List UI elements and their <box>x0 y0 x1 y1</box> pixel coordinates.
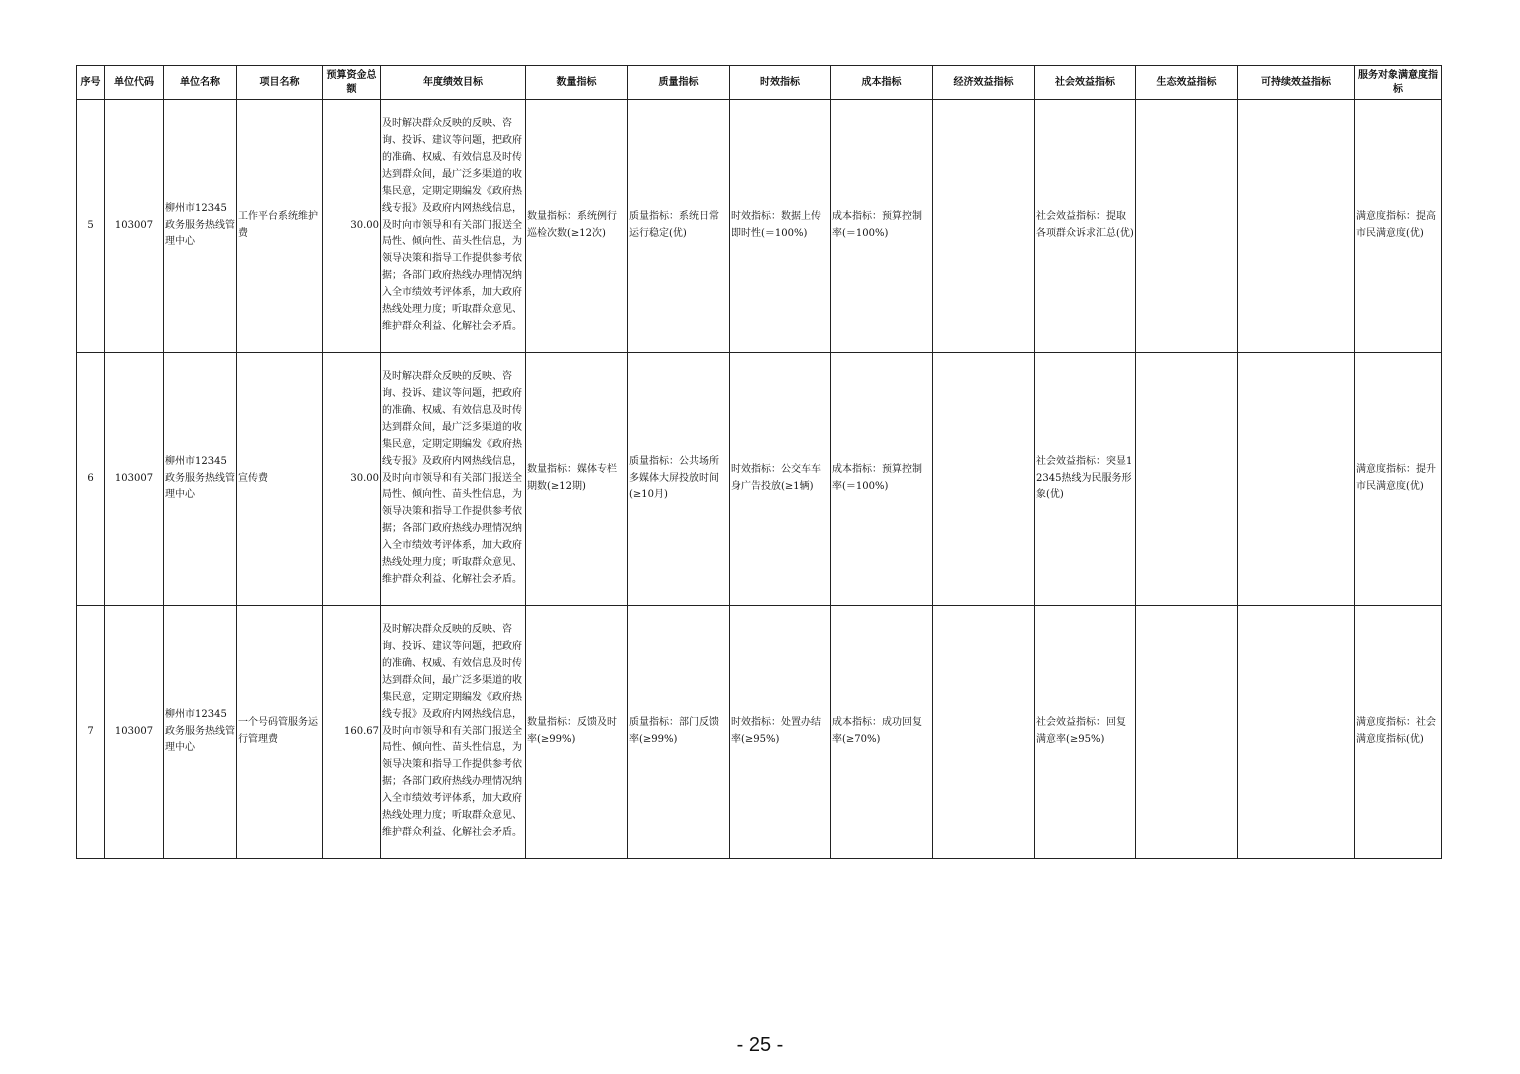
col-header-ecological: 生态效益指标 <box>1136 66 1238 100</box>
col-header-cost: 成本指标 <box>831 66 933 100</box>
col-header-quantity: 数量指标 <box>526 66 628 100</box>
cell-budget: 30.00 <box>323 100 381 353</box>
col-header-annual-goal: 年度绩效目标 <box>381 66 526 100</box>
cell-economic <box>933 100 1035 353</box>
col-header-seq: 序号 <box>77 66 105 100</box>
cell-project-name: 宣传费 <box>237 353 323 606</box>
col-header-economic: 经济效益指标 <box>933 66 1035 100</box>
cell-cost: 成本指标：预算控制率(＝100%) <box>831 100 933 353</box>
cell-quantity: 数量指标：系统例行巡检次数(≥12次) <box>526 100 628 353</box>
page-number: - 25 - <box>736 1034 784 1056</box>
cell-budget: 30.00 <box>323 353 381 606</box>
cell-unit-name: 柳州市12345政务服务热线管理中心 <box>164 353 237 606</box>
cell-quality: 质量指标：部门反馈率(≥99%) <box>628 606 730 859</box>
performance-table <box>76 65 1442 859</box>
col-header-sustainable: 可持续效益指标 <box>1238 66 1355 100</box>
cell-annual-goal: 及时解决群众反映的反映、咨询、投诉、建议等问题，把政府的准确、权威、有效信息及时传达到群众间，最广泛多渠道的收集民意，定期定期编发《政府热线专报》及政府内网热线信息，及时向市领导和有关部门报送全局性、倾向性、苗头性信息，为领导决策和指导工作提供参考依据；各部门政府热线办理情况纳入全市绩效考评体系，加大政府热线处理力度；听取群众意见、维护群众利益、化解社会矛盾。 <box>381 353 526 606</box>
cell-timeliness: 时效指标：数据上传即时性(＝100%) <box>730 100 831 353</box>
cell-quantity: 数量指标：反馈及时率(≥99%) <box>526 606 628 859</box>
cell-cost: 成本指标：预算控制率(＝100%) <box>831 353 933 606</box>
header-row <box>77 66 1442 100</box>
cell-satisfaction: 满意度指标：社会满意度指标(优) <box>1355 606 1442 859</box>
col-header-timeliness: 时效指标 <box>730 66 831 100</box>
cell-satisfaction: 满意度指标：提高市民满意度(优) <box>1355 100 1442 353</box>
cell-quality: 质量指标：公共场所多媒体大屏投放时间(≥10月) <box>628 353 730 606</box>
cell-sustainable <box>1238 353 1355 606</box>
cell-timeliness: 时效指标：处置办结率(≥95%) <box>730 606 831 859</box>
col-header-project-name: 项目名称 <box>237 66 323 100</box>
table-row <box>77 353 1442 606</box>
cell-economic <box>933 606 1035 859</box>
cell-seq: 6 <box>77 353 105 606</box>
cell-sustainable <box>1238 606 1355 859</box>
cell-annual-goal: 及时解决群众反映的反映、咨询、投诉、建议等问题，把政府的准确、权威、有效信息及时传达到群众间，最广泛多渠道的收集民意，定期定期编发《政府热线专报》及政府内网热线信息，及时向市领导和有关部门报送全局性、倾向性、苗头性信息，为领导决策和指导工作提供参考依据；各部门政府热线办理情况纳入全市绩效考评体系，加大政府热线处理力度；听取群众意见、维护群众利益、化解社会矛盾。 <box>381 606 526 859</box>
cell-social: 社会效益指标：提取各项群众诉求汇总(优) <box>1035 100 1136 353</box>
cell-project-name: 一个号码管服务运行管理费 <box>237 606 323 859</box>
table-row <box>77 100 1442 353</box>
cell-seq: 5 <box>77 100 105 353</box>
cell-quantity: 数量指标：媒体专栏期数(≥12期) <box>526 353 628 606</box>
cell-seq: 7 <box>77 606 105 859</box>
col-header-unit-code: 单位代码 <box>105 66 164 100</box>
cell-sustainable <box>1238 100 1355 353</box>
col-header-unit-name: 单位名称 <box>164 66 237 100</box>
cell-timeliness: 时效指标：公交车车身广告投放(≥1辆) <box>730 353 831 606</box>
cell-social: 社会效益指标：突显12345热线为民服务形象(优) <box>1035 353 1136 606</box>
cell-economic <box>933 353 1035 606</box>
col-header-quality: 质量指标 <box>628 66 730 100</box>
cell-unit-code: 103007 <box>105 606 164 859</box>
cell-satisfaction: 满意度指标：提升市民满意度(优) <box>1355 353 1442 606</box>
cell-project-name: 工作平台系统维护费 <box>237 100 323 353</box>
cell-cost: 成本指标：成功回复率(≥70%) <box>831 606 933 859</box>
cell-ecological <box>1136 606 1238 859</box>
cell-ecological <box>1136 353 1238 606</box>
cell-social: 社会效益指标：回复满意率(≥95%) <box>1035 606 1136 859</box>
cell-unit-name: 柳州市12345政务服务热线管理中心 <box>164 606 237 859</box>
cell-quality: 质量指标：系统日常运行稳定(优) <box>628 100 730 353</box>
cell-ecological <box>1136 100 1238 353</box>
col-header-social: 社会效益指标 <box>1035 66 1136 100</box>
table-row <box>77 606 1442 859</box>
cell-unit-name: 柳州市12345政务服务热线管理中心 <box>164 100 237 353</box>
cell-unit-code: 103007 <box>105 353 164 606</box>
cell-annual-goal: 及时解决群众反映的反映、咨询、投诉、建议等问题，把政府的准确、权威、有效信息及时传达到群众间，最广泛多渠道的收集民意，定期定期编发《政府热线专报》及政府内网热线信息，及时向市领导和有关部门报送全局性、倾向性、苗头性信息，为领导决策和指导工作提供参考依据；各部门政府热线办理情况纳入全市绩效考评体系，加大政府热线处理力度；听取群众意见、维护群众利益、化解社会矛盾。 <box>381 100 526 353</box>
cell-budget: 160.67 <box>323 606 381 859</box>
col-header-satisfaction: 服务对象满意度指标 <box>1355 66 1442 100</box>
col-header-budget: 预算资金总额 <box>323 66 381 100</box>
cell-unit-code: 103007 <box>105 100 164 353</box>
